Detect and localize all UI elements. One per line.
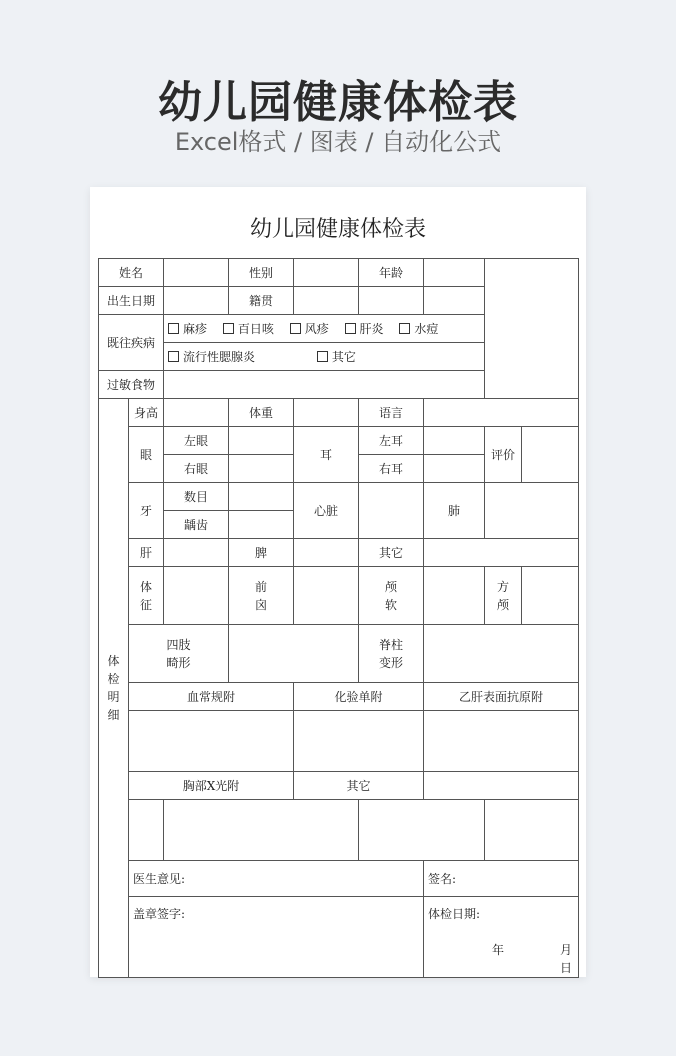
- chest-xray-attachment[interactable]: [164, 800, 359, 861]
- physique-field[interactable]: [164, 567, 229, 625]
- heart-field[interactable]: [359, 483, 424, 539]
- square-skull-label: 方颅: [485, 567, 522, 625]
- chest-xray-label: 胸部X光附: [129, 772, 294, 800]
- disease-option[interactable]: 流行性腮腺炎: [168, 348, 255, 366]
- left-eye-field[interactable]: [229, 427, 294, 455]
- blank-cell: [424, 287, 485, 315]
- disease-option[interactable]: 百日咳: [223, 320, 274, 338]
- blank-cell: [359, 287, 424, 315]
- seal-signature-field[interactable]: 盖章签字:: [129, 897, 424, 978]
- checkbox-icon[interactable]: [317, 351, 328, 362]
- height-field[interactable]: [164, 399, 229, 427]
- year-label: 年: [491, 943, 504, 957]
- blank-cell: [424, 772, 579, 800]
- hepatitis-b-attachment[interactable]: [424, 711, 579, 772]
- allergy-food-field[interactable]: [164, 371, 485, 399]
- lung-label: 肺: [424, 483, 485, 539]
- checkbox-icon[interactable]: [168, 323, 179, 334]
- name-label: 姓名: [99, 259, 164, 287]
- liver-field[interactable]: [164, 539, 229, 567]
- other-field[interactable]: [424, 539, 579, 567]
- checkbox-icon[interactable]: [168, 351, 179, 362]
- age-field[interactable]: [424, 259, 485, 287]
- fontanelle-field[interactable]: [294, 567, 359, 625]
- right-eye-field[interactable]: [229, 455, 294, 483]
- exam-details-label: 体检明细: [99, 399, 129, 978]
- lung-field[interactable]: [485, 483, 579, 539]
- allergy-food-label: 过敏食物: [99, 371, 164, 399]
- lab-test-label: 化验单附: [294, 683, 424, 711]
- blank-cell: [129, 800, 164, 861]
- form-title: 幼儿园健康体检表: [249, 217, 426, 242]
- evaluation-field[interactable]: [522, 427, 579, 483]
- checkbox-icon[interactable]: [223, 323, 234, 334]
- disease-option[interactable]: 麻疹: [168, 320, 207, 338]
- right-eye-label: 右眼: [164, 455, 229, 483]
- blood-test-attachment[interactable]: [129, 711, 294, 772]
- disease-option[interactable]: 其它: [317, 348, 356, 366]
- eye-label: 眼: [129, 427, 164, 483]
- checkbox-icon[interactable]: [290, 323, 301, 334]
- health-exam-table: [98, 258, 579, 978]
- native-place-label: 籍贯: [229, 287, 294, 315]
- weight-field[interactable]: [294, 399, 359, 427]
- teeth-label: 牙: [129, 483, 164, 539]
- caries-field[interactable]: [229, 511, 294, 539]
- tooth-count-label: 数目: [164, 483, 229, 511]
- age-label: 年龄: [359, 259, 424, 287]
- other-label: 其它: [359, 539, 424, 567]
- spleen-label: 脾: [229, 539, 294, 567]
- right-ear-field[interactable]: [424, 455, 485, 483]
- liver-label: 肝: [129, 539, 164, 567]
- page-title: 幼儿园健康体检表: [158, 77, 518, 128]
- tooth-count-field[interactable]: [229, 483, 294, 511]
- spine-deform-label: 脊柱变形: [359, 625, 424, 683]
- disease-options-row-2: [164, 343, 485, 371]
- evaluation-label: 评价: [485, 427, 522, 483]
- speech-label: 语言: [359, 399, 424, 427]
- height-label: 身高: [129, 399, 164, 427]
- disease-option[interactable]: 肝炎: [345, 320, 384, 338]
- extra-attachment[interactable]: [485, 800, 579, 861]
- disease-option[interactable]: 风疹: [290, 320, 329, 338]
- heart-label: 心脏: [294, 483, 359, 539]
- disease-options-row-1: [164, 315, 485, 343]
- spine-deform-field[interactable]: [424, 625, 579, 683]
- day-label: 日: [559, 961, 572, 975]
- other-attachment-label: 其它: [294, 772, 424, 800]
- photo-box[interactable]: [485, 259, 579, 399]
- square-skull-field[interactable]: [522, 567, 579, 625]
- hepatitis-b-label: 乙肝表面抗原附: [424, 683, 579, 711]
- caries-label: 龋齿: [164, 511, 229, 539]
- left-ear-label: 左耳: [359, 427, 424, 455]
- exam-date-label: 体检日期:: [428, 907, 481, 921]
- lab-test-attachment[interactable]: [294, 711, 424, 772]
- birth-date-label: 出生日期: [99, 287, 164, 315]
- page-subtitle: Excel格式 / 图表 / 自动化公式: [174, 128, 502, 156]
- left-eye-label: 左眼: [164, 427, 229, 455]
- checkbox-icon[interactable]: [399, 323, 410, 334]
- past-illness-label: 既往疾病: [99, 315, 164, 371]
- right-ear-label: 右耳: [359, 455, 424, 483]
- fontanelle-label: 前囟: [229, 567, 294, 625]
- limb-deform-field[interactable]: [229, 625, 359, 683]
- native-place-field[interactable]: [294, 287, 359, 315]
- limb-deform-label: 四肢畸形: [129, 625, 229, 683]
- birth-date-field[interactable]: [164, 287, 229, 315]
- disease-option[interactable]: 水痘: [399, 320, 438, 338]
- weight-label: 体重: [229, 399, 294, 427]
- spleen-field[interactable]: [294, 539, 359, 567]
- gender-field[interactable]: [294, 259, 359, 287]
- checkbox-icon[interactable]: [345, 323, 356, 334]
- left-ear-field[interactable]: [424, 427, 485, 455]
- speech-field[interactable]: [424, 399, 579, 427]
- exam-date-field[interactable]: [424, 897, 579, 978]
- date-line: [428, 941, 578, 977]
- skull-soft-label: 颅软: [359, 567, 424, 625]
- other-attachment[interactable]: [359, 800, 485, 861]
- physique-label: 体征: [129, 567, 164, 625]
- doctor-opinion-field[interactable]: 医生意见:: [129, 861, 424, 897]
- blood-test-label: 血常规附: [129, 683, 294, 711]
- signature-field[interactable]: 签名:: [424, 861, 579, 897]
- skull-soft-field[interactable]: [424, 567, 485, 625]
- month-label: 月: [559, 943, 572, 957]
- gender-label: 性别: [229, 259, 294, 287]
- name-field[interactable]: [164, 259, 229, 287]
- ear-label: 耳: [294, 427, 359, 483]
